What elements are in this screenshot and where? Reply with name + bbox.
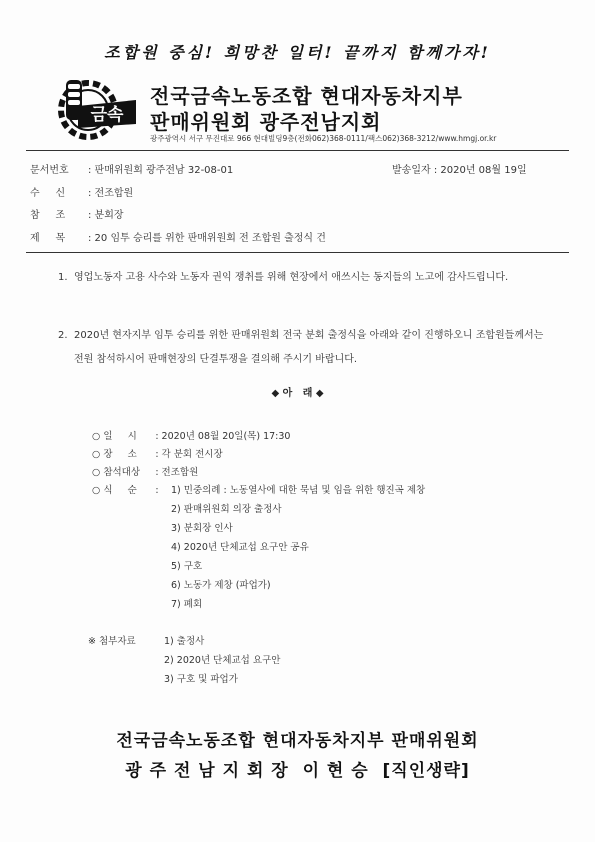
paragraph-1 <box>58 266 558 316</box>
doc-number-value: : 판매위원회 광주전남 32-08-01 <box>88 165 234 176</box>
attachment-item: 3) 구호 및 파업가 <box>164 674 238 685</box>
program-item: 1) 민중의례 : 노동열사에 대한 묵념 및 임을 위한 행진곡 제창 <box>171 485 426 496</box>
union-logo <box>58 76 138 142</box>
attachment-item: 2) 2020년 단체교섭 요구안 <box>164 655 281 666</box>
detail-label: 장 소 <box>103 449 137 460</box>
program-item: 3) 분회장 인사 <box>171 523 233 534</box>
bullet-icon: ○ <box>92 449 101 460</box>
reference-label: 참 조 <box>30 210 66 221</box>
detail-value: : 2020년 08월 20일(목) 17:30 <box>155 431 291 442</box>
detail-label: 참석대상 <box>103 467 141 478</box>
send-date-label: 발송일자 <box>392 165 431 176</box>
send-date <box>392 161 527 176</box>
section-heading: ◆ 아 래 ◆ <box>271 388 324 399</box>
reference <box>30 206 124 221</box>
program-item: 6) 노동가 제창 (파업가) <box>171 580 271 591</box>
attachment-item: 1) 출정사 <box>164 636 205 647</box>
subject <box>30 229 326 244</box>
recipient <box>30 184 133 199</box>
paragraph-2 <box>58 324 558 374</box>
paragraph-2-number: 2. <box>58 330 68 341</box>
reference-value: : 분회장 <box>88 210 124 221</box>
signature-org: 전국금속노동조합 현대자동차지부 판매위원회 <box>116 731 479 751</box>
detail-value: : 각 분회 전시장 <box>155 449 223 460</box>
detail-attendees <box>92 464 198 478</box>
program-item: 5) 구호 <box>171 561 203 572</box>
logo-text: 금속 <box>90 105 124 125</box>
header-divider <box>26 150 569 151</box>
org-name-line1: 전국금속노동조합 현대자동차지부 <box>150 84 463 108</box>
detail-label: 식 순 <box>103 485 137 496</box>
paragraph-1-number: 1. <box>58 272 68 283</box>
detail-program <box>92 482 159 496</box>
detail-place <box>92 446 223 460</box>
detail-value: : <box>155 485 159 496</box>
org-name-line2: 판매위원회 광주전남지회 <box>150 110 382 134</box>
paragraph-1-text: 영업노동자 고용 사수와 노동자 권익 쟁취를 위해 현장에서 애쓰시는 동지들의 노고에 감사드립니다. <box>74 272 509 283</box>
program-item: 7) 폐회 <box>171 599 203 610</box>
attachments-label: ※ 첨부자료 <box>88 636 136 647</box>
recipient-label: 수 신 <box>30 188 66 199</box>
detail-value: : 전조합원 <box>155 467 199 478</box>
meta-divider <box>26 252 569 253</box>
bullet-icon: ○ <box>92 485 101 496</box>
detail-time <box>92 428 290 442</box>
subject-label: 제 목 <box>30 233 66 244</box>
org-address: 광주광역시 서구 무진대로 966 현대빌딩9층(전화062)368-0111/팩스062)368-3212/www.hmgj.or.kr <box>150 134 497 143</box>
slogan: 조합원 중심! 희망찬 일터! 끝까지 함께가자! <box>104 43 491 62</box>
subject-value: : 20 임투 승리를 위한 판매위원회 전 조합원 출정식 건 <box>88 233 326 244</box>
paragraph-2-text: 2020년 현자지부 임투 승리를 위한 판매위원회 전국 분회 출정식을 아래와 같이 진행하오니 조합원들께서는 전원 참석하시어 판매현장의 단결투쟁을 결의해 주시기 바랍니다. <box>74 330 544 365</box>
program-item: 4) 2020년 단체교섭 요구안 공유 <box>171 542 309 553</box>
bullet-icon: ○ <box>92 467 101 478</box>
doc-number <box>30 161 233 176</box>
detail-label: 일 시 <box>103 431 137 442</box>
send-date-value: : 2020년 08월 19일 <box>433 165 527 176</box>
signature-name: 광 주 전 남 지 회 장 이 현 승 [직인생략] <box>125 761 470 781</box>
program-item: 2) 판매위원회 의장 출정사 <box>171 504 282 515</box>
bullet-icon: ○ <box>92 431 101 442</box>
doc-number-label: 문서번호 <box>30 165 69 176</box>
recipient-value: : 전조합원 <box>88 188 134 199</box>
